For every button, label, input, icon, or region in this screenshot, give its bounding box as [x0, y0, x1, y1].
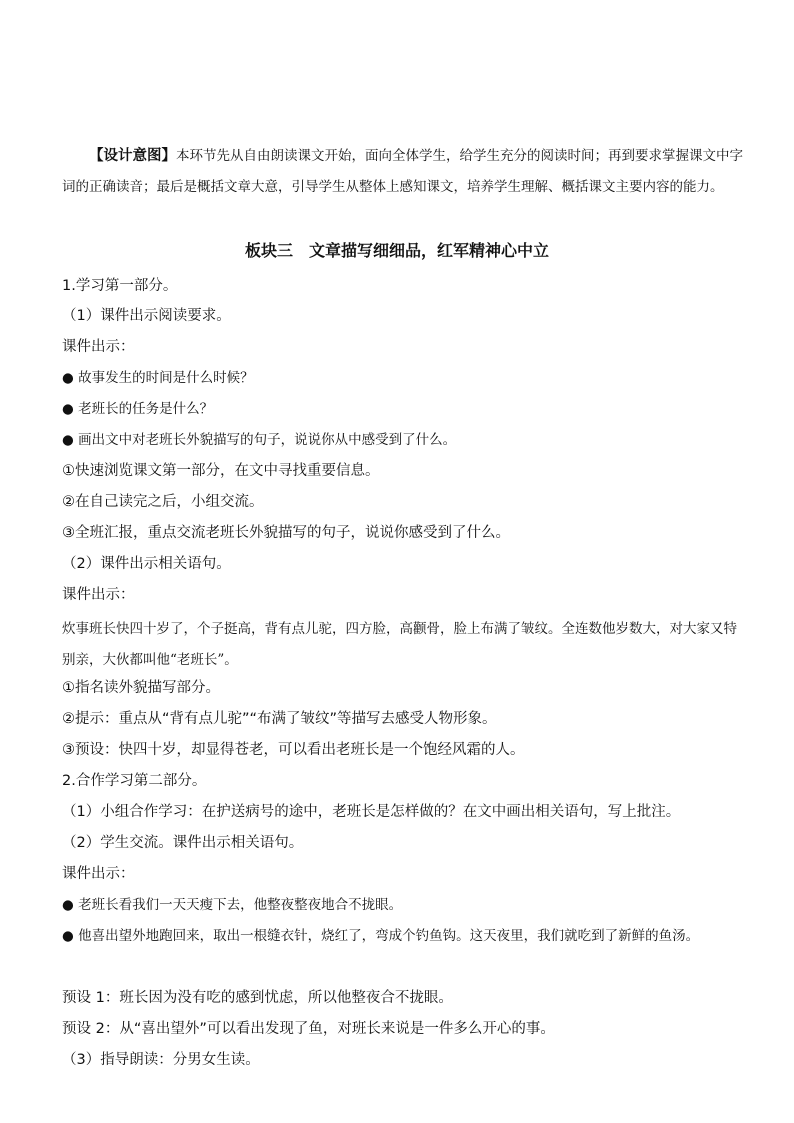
preset-1: 预设 1：班长因为没有吃的感到忧虑，所以他整夜合不拢眼。 [62, 990, 453, 1006]
bullet-question-3: ● 画出文中对老班长外貌描写的句子，说说你从中感受到了什么。 [62, 432, 457, 448]
step-item-2: ②在自己读完之后，小组交流。 [62, 494, 264, 510]
step-1-sub-2: （2）课件出示相关语句。 [62, 556, 231, 572]
bullet-quote-1: ● 老班长看我们一天天瘦下去，他整夜整夜地合不拢眼。 [62, 897, 403, 913]
bullet-question-1: ● 故事发生的时间是什么时候？ [62, 370, 254, 386]
section-title: 板块三 文章描写细细品，红军精神心中立 [244, 241, 549, 260]
step-1-sub-1: （1）课件出示阅读要求。 [62, 308, 231, 324]
bullet-question-2: ● 老班长的任务是什么？ [62, 401, 214, 417]
preset-2: 预设 2：从“喜出望外”可以看出发现了鱼，对班长来说是一件多么开心的事。 [62, 1021, 555, 1037]
quote-paragraph-1: 炊事班长快四十岁了，个子挺高，背有点儿驼，四方脸，高颧骨，脸上布满了皱纹。全连数他岁数大，对大家又特别亲，大伙都叫他“老班长”。 [62, 621, 737, 668]
courseware-label-2: 课件出示： [62, 587, 135, 603]
design-intent-paragraph [62, 141, 750, 202]
design-intent-text: 本环节先从自由朗读课文开始，面向全体学生，给学生充分的阅读时间；再到要求掌握课文中字词的正确读音；最后是概括文章大意，引导学生从整体上感知课文，培养学生理解、概括课文主要内容的能力。 [62, 148, 743, 195]
courseware-label-3: 课件出示： [62, 866, 135, 882]
design-intent-heading: 【设计意图】 [89, 148, 176, 164]
step-2-heading: 2.合作学习第二部分。 [62, 773, 207, 789]
step-2-sub-3: （3）指导朗读：分男女生读。 [62, 1052, 260, 1068]
reading-item-3: ③预设：快四十岁，却显得苍老，可以看出老班长是一个饱经风霜的人。 [62, 742, 525, 758]
courseware-label-1: 课件出示： [62, 339, 135, 355]
step-2-sub-2: （2）学生交流。课件出示相关语句。 [62, 835, 304, 851]
reading-item-1: ①指名读外貌描写部分。 [62, 680, 220, 696]
reading-item-2: ②提示：重点从“背有点儿驼”“布满了皱纹”等描写去感受人物形象。 [62, 711, 497, 727]
step-2-sub-1: （1）小组合作学习：在护送病号的途中，老班长是怎样做的？在文中画出相关语句，写上批注。 [62, 804, 681, 820]
step-1-heading: 1.学习第一部分。 [62, 278, 178, 294]
step-item-3: ③全班汇报，重点交流老班长外貌描写的句子，说说你感受到了什么。 [62, 525, 510, 541]
step-item-1: ①快速浏览课文第一部分，在文中寻找重要信息。 [62, 463, 380, 479]
bullet-quote-2: ● 他喜出望外地跑回来，取出一根缝衣针，烧红了，弯成个钓鱼钩。这天夜里，我们就吃到了新鲜的鱼汤。 [62, 928, 700, 944]
